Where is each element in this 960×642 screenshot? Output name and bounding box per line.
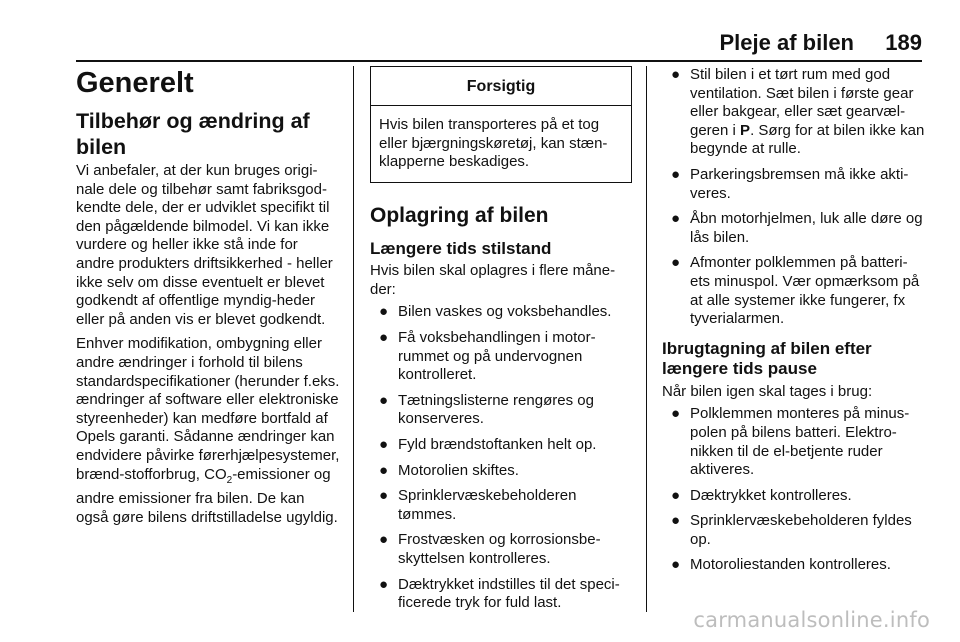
list-item [370, 329, 632, 385]
list-item [370, 392, 632, 429]
bullet-icon: ● [379, 575, 389, 593]
list-item [662, 487, 926, 506]
storage-checklist [370, 303, 632, 612]
list-item-text: Åbn motorhjelmen, luk alle døre og lås bilen. [690, 210, 923, 246]
list-item-text: Parkeringsbremsen må ikke akti-veres. [690, 165, 909, 202]
watermark: carmanualsonline.info [693, 608, 930, 632]
subheading-stilstand: Længere tids stilstand [370, 238, 552, 258]
bullet-icon: ● [379, 461, 389, 479]
list-item [662, 512, 926, 549]
list-item-text: Dæktrykket kontrolleres. [690, 486, 852, 504]
column-2 [370, 66, 632, 620]
list-item [370, 436, 632, 455]
storage-checklist-continued [662, 66, 926, 159]
page-header [0, 26, 960, 66]
list-item [370, 487, 632, 524]
header-rule [76, 60, 922, 62]
list-item [662, 166, 926, 203]
list-item-text: Afmonter polklemmen på batteri-ets minuspol. Vær opmærksom på at alle systemer ikke fungerer, fx tyverialarmen. [690, 254, 920, 328]
bullet-icon: ● [671, 512, 681, 530]
list-item [662, 210, 926, 247]
list-item-text-end: . Sørg for at bilen ikke kan begynde at rulle. [690, 121, 925, 158]
bullet-icon: ● [671, 165, 681, 183]
gear-p-label: P [740, 121, 751, 139]
list-item-text: Polklemmen monteres på minus-polen på bilens batteri. Elektro-nikken til de el-betjente ruder aktiveres. [690, 405, 910, 479]
list-item [370, 531, 632, 568]
storage-checklist-continued-2 [662, 166, 926, 329]
caution-title: Forsigtig [371, 67, 631, 106]
paragraph-modification [76, 335, 340, 527]
storage-intro: Hvis bilen skal oplagres i flere måne-der: [370, 262, 616, 298]
paragraph-modification-text: Enhver modifikation, ombygning eller andre ændringer i forhold til bilens standardspecifikationer (herunder f.eks. ændringer af software eller elektroniske styreenheder) kan medføre bortfald af Opels garanti. Sådanne ændringer kan endvidere påvirke førerhjælpesystemer, brænd-stofforbrug, CO [76, 335, 340, 483]
subheading-ibrugtagning: Ibrugtagning af bilen efter længere tids pause [662, 338, 872, 379]
list-item-text: Sprinklervæskebeholderen fyldes op. [690, 512, 912, 548]
list-item [370, 462, 632, 481]
bullet-icon: ● [671, 66, 681, 83]
bullet-icon: ● [379, 303, 389, 321]
paragraph-modification-text-end: -emissioner og andre emissioner fra bilen. De kan også gøre bilens driftstilladelse ugyldig. [76, 465, 338, 526]
list-item-text: Sprinklervæskebeholderen tømmes. [398, 487, 577, 523]
list-item [662, 66, 926, 159]
list-item-text: Dæktrykket indstilles til det speci-ficerede tryk for fuld last. [398, 575, 620, 612]
subheading-tilbehor: Tilbehør og ændring af bilen [76, 109, 310, 159]
list-item-text: Fyld brændstoftanken helt op. [398, 436, 597, 454]
column-3 [662, 66, 926, 582]
bullet-icon: ● [671, 486, 681, 504]
list-item [370, 303, 632, 322]
section-heading-oplagring: Oplagring af bilen [370, 203, 549, 227]
page-number: 189 [885, 30, 922, 55]
list-item [662, 405, 926, 479]
bullet-icon: ● [671, 254, 681, 272]
list-item [370, 576, 632, 613]
bullet-icon: ● [379, 436, 389, 454]
list-item-text: Få voksbehandlingen i motor-rummet og på undervognen kontrolleret. [398, 329, 596, 384]
bullet-icon: ● [379, 487, 389, 505]
list-item-text: Motoroliestanden kontrolleres. [690, 556, 891, 574]
section-heading-generelt: Generelt [76, 67, 194, 99]
bullet-icon: ● [379, 531, 389, 549]
list-item-text: Tætningslisterne rengøres og konserveres. [398, 391, 594, 428]
bullet-icon: ● [671, 210, 681, 228]
list-item [662, 254, 926, 328]
bullet-icon: ● [671, 405, 681, 423]
paragraph-recommendation: Vi anbefaler, at der kun bruges origi-nale dele og tilbehør samt fabriksgod-kendte dele, der er udviklet specifikt til den pågældende bilmodel. Vi kan ikke vurdere og heller ikke stå inde for andre produkters driftsikkerhed - heller ikke selv om disse eventuelt er blevet godkendt af offentlige myndig-heder eller på anden vis er blevet godkendt. [76, 162, 333, 328]
running-title: Pleje af bilen [719, 30, 854, 55]
caution-text: Hvis bilen transporteres på et tog eller bjærgningskøretøj, kan stæn-klapperne beskadiges. [379, 116, 608, 171]
restart-checklist [662, 405, 926, 575]
column-divider-1 [353, 66, 354, 612]
bullet-icon: ● [671, 556, 681, 574]
co2-subscript: 2 [226, 474, 233, 486]
list-item-text: Motorolien skiftes. [398, 461, 519, 479]
list-item-text: Frostvæsken og korrosionsbe-skyttelsen kontrolleres. [398, 531, 601, 567]
bullet-icon: ● [379, 391, 389, 409]
column-1 [76, 66, 340, 527]
list-item-text: Bilen vaskes og voksbehandles. [398, 303, 612, 321]
list-item-text: Stil bilen i et tørt rum med god ventilation. Sæt bilen i første gear eller bakgear, eller sæt gearvæl-geren i [690, 66, 914, 139]
list-item [662, 556, 926, 575]
bullet-icon: ● [379, 329, 389, 347]
restart-intro: Når bilen igen skal tages i brug: [662, 382, 873, 400]
column-divider-2 [646, 66, 647, 612]
caution-box [370, 66, 632, 183]
